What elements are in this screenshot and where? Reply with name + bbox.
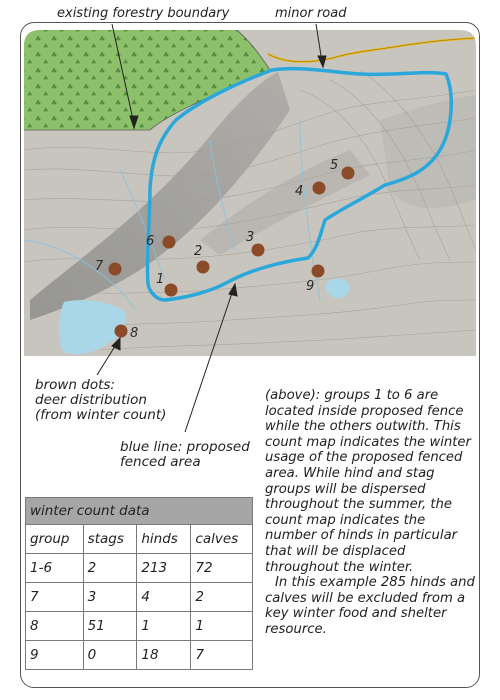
table-cell: 1 xyxy=(137,612,191,641)
table-cell: 7 xyxy=(191,641,253,670)
table-cell: 213 xyxy=(137,554,191,583)
group-label-9: 9 xyxy=(306,279,315,294)
table-cell: 18 xyxy=(137,641,191,670)
brown-dots-label-line: (from winter count) xyxy=(35,407,167,423)
column-header: stags xyxy=(83,525,137,554)
group-label-7: 7 xyxy=(95,259,104,274)
blue-line-label xyxy=(120,440,250,470)
deer-dot-6 xyxy=(163,236,176,249)
table-cell: 1-6 xyxy=(26,554,84,583)
minor-road-label: minor road xyxy=(275,6,347,21)
deer-dot-2 xyxy=(197,261,210,274)
table-row xyxy=(26,641,253,670)
table-header-row xyxy=(26,525,253,554)
table-cell: 8 xyxy=(26,612,84,641)
table-row xyxy=(26,583,253,612)
group-label-6: 6 xyxy=(146,234,155,249)
table-cell: 2 xyxy=(83,554,137,583)
blue-line-label-line: blue line: proposed xyxy=(120,439,250,455)
group-label-4: 4 xyxy=(295,184,304,199)
deer-dot-4 xyxy=(313,182,326,195)
group-label-1: 1 xyxy=(156,272,165,287)
deer-dot-8 xyxy=(115,325,128,338)
deer-dot-5 xyxy=(342,167,355,180)
table-cell: 72 xyxy=(191,554,253,583)
explanatory-notes xyxy=(265,388,477,638)
table-cell: 51 xyxy=(83,612,137,641)
deer-dot-7 xyxy=(109,263,122,276)
deer-dot-3 xyxy=(252,244,265,257)
brown-dots-label-line: deer distribution xyxy=(35,392,147,408)
winter-count-table xyxy=(25,497,253,670)
brown-dots-label xyxy=(35,378,166,423)
notes-paragraph: (above): groups 1 to 6 are located inside proposed fence while the others outwith. This count map indicates the winter usage of the proposed fenced area. While hind and stag groups will be dispersed throughout the summer, the count map indicates the number of hinds in particular that will be displaced throughout the winter. xyxy=(265,388,471,575)
column-header: group xyxy=(26,525,84,554)
table-title: winter count data xyxy=(26,498,253,525)
table-cell: 4 xyxy=(137,583,191,612)
blue-line-label-line: fenced area xyxy=(120,454,201,470)
table-row xyxy=(26,554,253,583)
table-cell: 1 xyxy=(191,612,253,641)
notes-paragraph: In this example 285 hinds and calves will be excluded from a key winter food and shelter resource. xyxy=(265,575,475,637)
brown-dots-label-line: brown dots: xyxy=(35,377,115,393)
deer-dot-1 xyxy=(165,284,178,297)
table-cell: 9 xyxy=(26,641,84,670)
group-label-3: 3 xyxy=(246,230,255,245)
table-cell: 2 xyxy=(191,583,253,612)
table-cell: 3 xyxy=(83,583,137,612)
table-row xyxy=(26,612,253,641)
table-cell: 7 xyxy=(26,583,84,612)
forestry-boundary-label: existing forestry boundary xyxy=(57,6,230,21)
group-label-8: 8 xyxy=(130,326,139,341)
table-cell: 0 xyxy=(83,641,137,670)
group-label-5: 5 xyxy=(330,158,339,173)
column-header: hinds xyxy=(137,525,191,554)
column-header: calves xyxy=(191,525,253,554)
deer-dot-9 xyxy=(312,265,325,278)
group-label-2: 2 xyxy=(194,244,203,259)
